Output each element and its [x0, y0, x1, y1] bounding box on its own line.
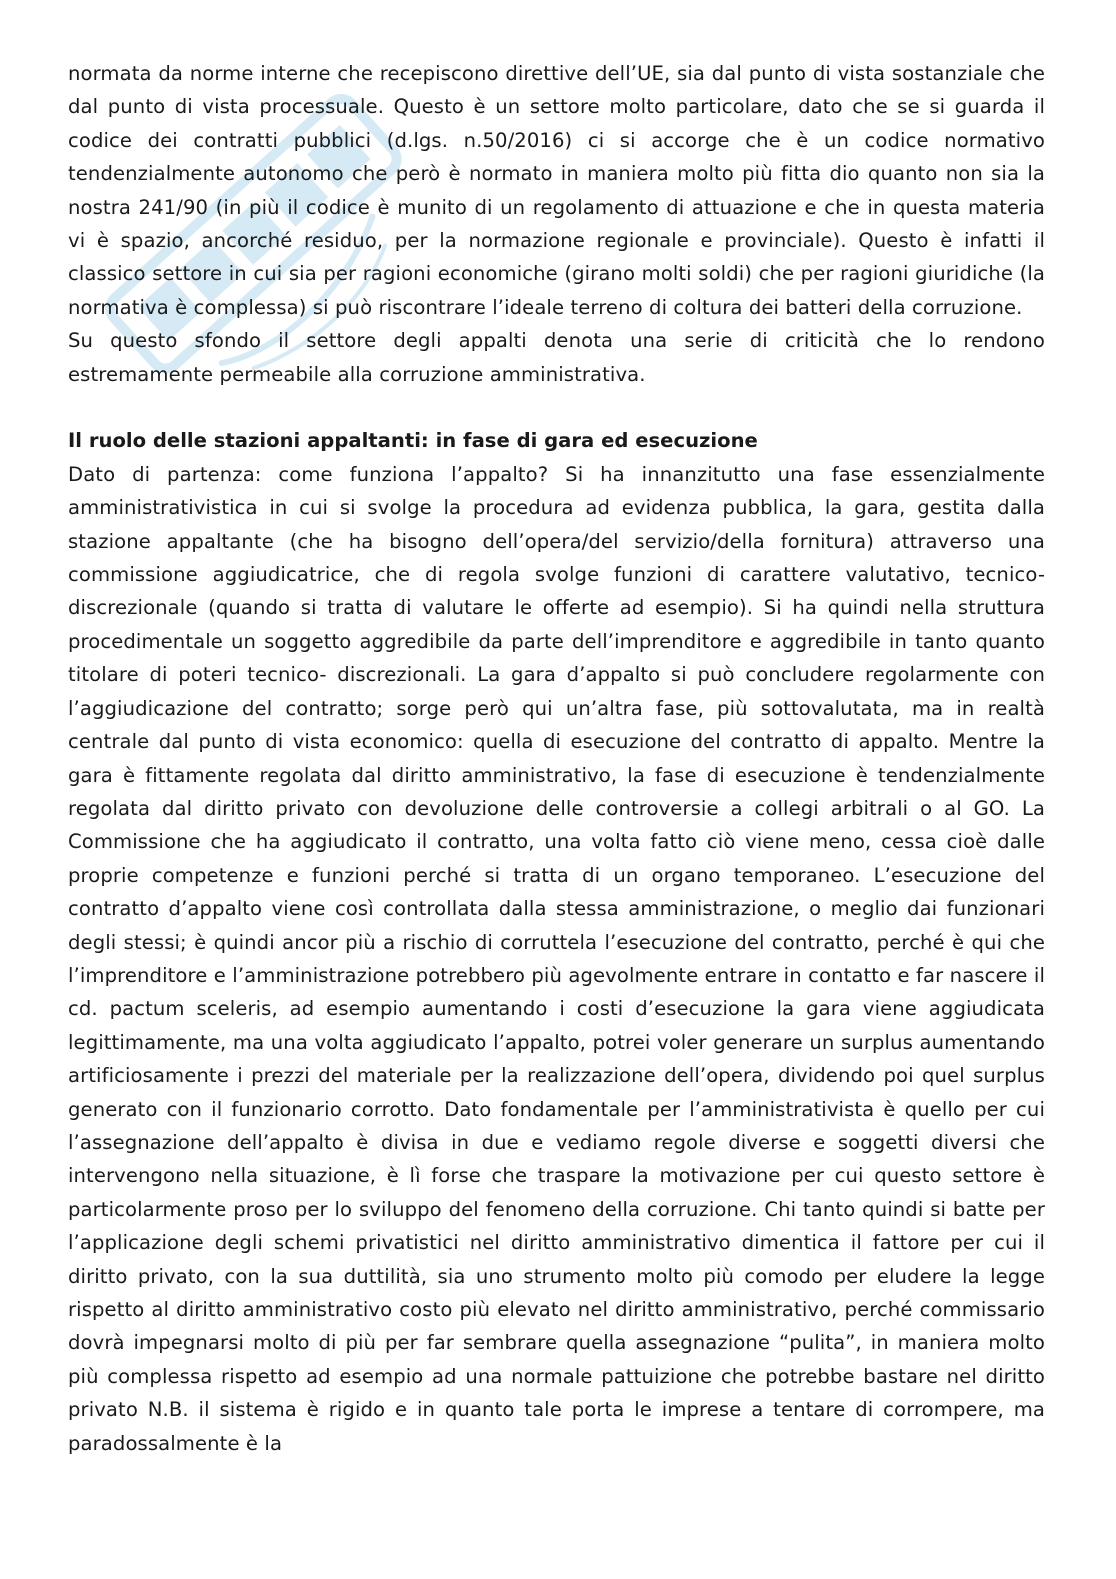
paragraph-intro: normata da norme interne che recepiscono direttive dell’UE, sia dal punto di vista sostanziale che dal punto di vista processuale. Questo è un settore molto particolare, dato che se si guarda il codice dei contratti pubblici (d.lgs. n.50/2016) ci si accorge che è un codice normativo tendenzialmente autonomo che però è normato in maniera molto più fitta dio quanto non sia la nostra 241/90 (in più il codice è munito di un regolamento di attuazione e che in questa materia vi è spazio, ancorché residuo, per la normazione regionale e provinciale). Questo è infatti il classico settore in cui sia per ragioni economiche (girano molti soldi) che per ragioni giuridiche (la normativa è complessa) si può riscontrare l’ideale terreno di coltura dei batteri della corruzione. — [68, 62, 1045, 319]
paragraph-background: Su questo sfondo il settore degli appalti denota una serie di criticità che lo rendono estremamente permeabile alla corruzione amministrativa. — [68, 329, 1045, 386]
document-page — [68, 57, 1045, 1460]
paragraph-spacer — [68, 391, 1045, 424]
section-heading: Il ruolo delle stazioni appaltanti: in fase di gara ed esecuzione — [68, 429, 758, 453]
paragraph-appalto: Dato di partenza: come funziona l’appalto? Si ha innanzitutto una fase essenzialmente amministrativistica in cui si svolge la procedura ad evidenza pubblica, la gara, gestita dalla stazione appaltante (che ha bisogno dell’opera/del servizio/della fornitura) attraverso una commissione aggiudicatrice, che di regola svolge funzioni di carattere valutativo, tecnico-discrezionale (quando si tratta di valutare le offerte ad esempio). Si ha quindi nella struttura procedimentale un soggetto aggredibile da parte dell’imprenditore e aggredibile in tanto quanto titolare di poteri tecnico- discrezionali. La gara d’appalto si può concludere regolarmente con l’aggiudicazione del contratto; sorge però qui un’altra fase, più sottovalutata, ma in realtà centrale dal punto di vista economico: quella di esecuzione del contratto di appalto. Mentre la gara è fittamente regolata dal diritto amministrativo, la fase di esecuzione è tendenzialmente regolata dal diritto privato con devoluzione delle controversie a collegi arbitrali o al GO. La Commissione che ha aggiudicato il contratto, una volta fatto ciò viene meno, cessa cioè dalle proprie competenze e funzioni perché si tratta di un organo temporaneo. L’esecuzione del contratto d’appalto viene così controllata dalla stessa amministrazione, o meglio dai funzionari degli stessi; è quindi ancor più a rischio di corruttela l’esecuzione del contratto, perché è qui che l’imprenditore e l’amministrazione potrebbero più agevolmente entrare in contatto e far nascere il cd. pactum sceleris, ad esempio aumentando i costi d’esecuzione la gara viene aggiudicata legittimamente, ma una volta aggiudicato l’appalto, potrei voler generare un surplus aumentando artificiosamente i prezzi del materiale per la realizzazione dell’opera, dividendo poi quel surplus generato con il funzionario corrotto. Dato fondamentale per l’amministrativista è quello per cui l’assegnazione dell’appalto è divisa in due e vediamo regole diverse e soggetti diversi che intervengono nella situazione, è lì forse che traspare la motivazione per cui questo settore è particolarmente proso per lo sviluppo del fenomeno della corruzione. Chi tanto quindi si batte per l’applicazione degli schemi privatistici nel diritto amministrativo dimentica il fattore per cui il diritto privato, con la sua duttilità, sia uno strumento molto più comodo per eludere la legge rispetto al diritto amministrativo costo più elevato nel diritto amministrativo, perché commissario dovrà impegnarsi molto di più per far sembrare quella assegnazione “pulita”, in maniera molto più complessa rispetto ad esempio ad una normale pattuizione che potrebbe bastare nel diritto privato N.B. il sistema è rigido e in quanto tale porta le imprese a tentare di corrompere, ma paradossalmente è la — [68, 462, 1045, 1455]
